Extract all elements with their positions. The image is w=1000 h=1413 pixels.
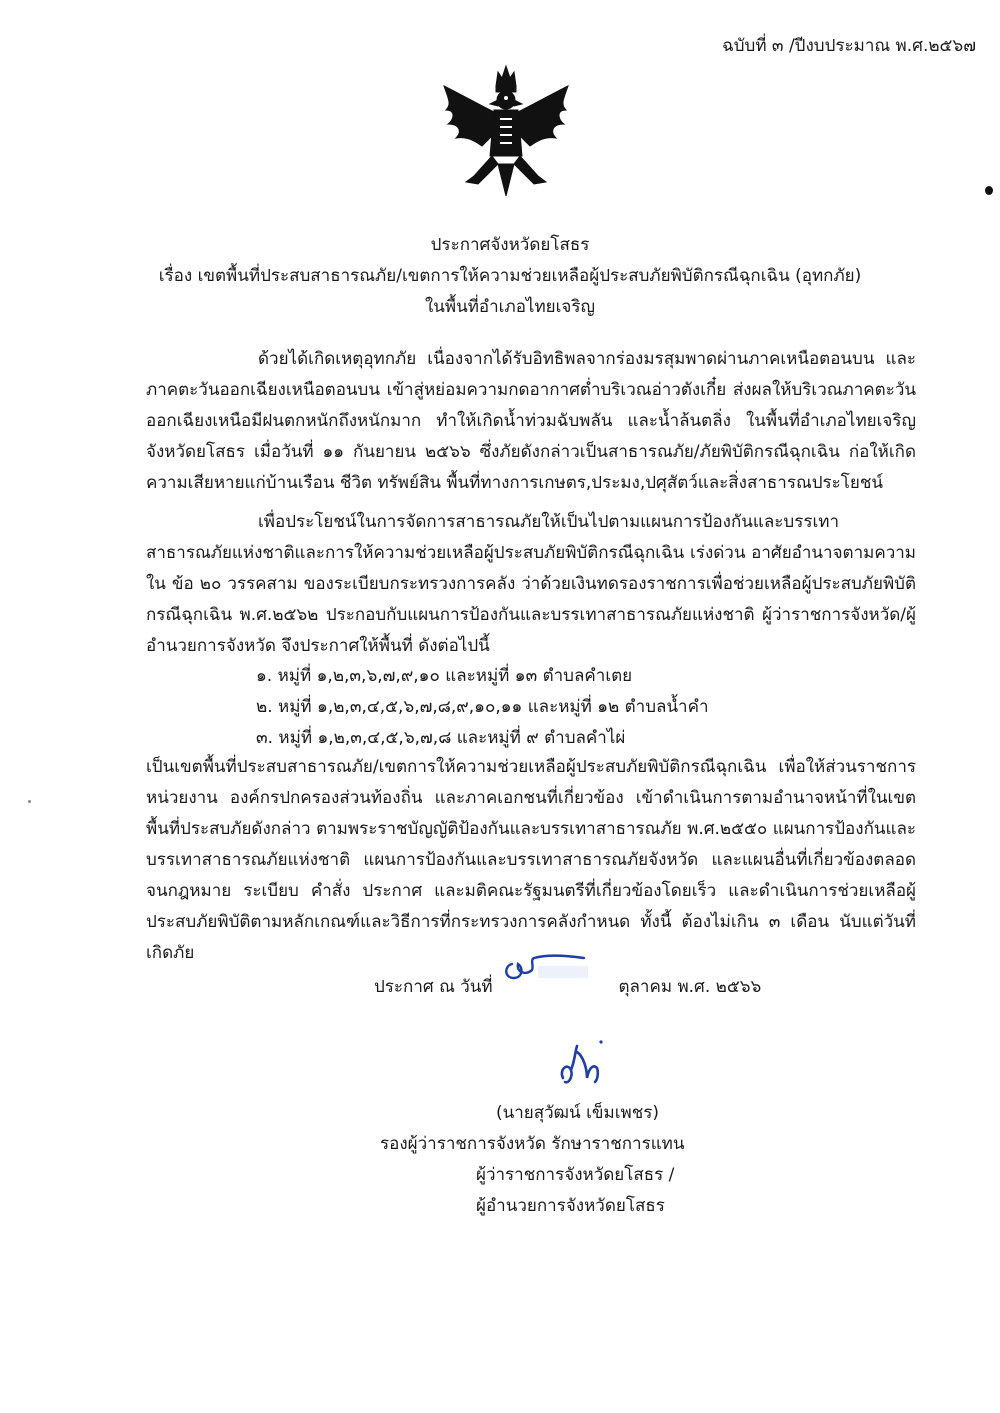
- signer-block: [380, 1098, 780, 1222]
- signer-name: (นายสุวัฒน์ เข็มเพชร): [496, 1103, 660, 1123]
- body-paragraph-2-block: [146, 507, 916, 662]
- announcement-title: [80, 230, 940, 323]
- list-item: ๒. หมู่ที่ ๑,๒,๓,๔,๕,๖,๗,๘,๙,๑๐,๑๑ และหมู่ที่ ๑๒ ตำบลน้ำคำ: [256, 697, 709, 717]
- body-paragraph-1-block: [146, 344, 916, 499]
- title-line-1: ประกาศจังหวัดยโสธร: [430, 235, 590, 255]
- list-item: ๑. หมู่ที่ ๑,๒,๓,๖,๗,๙,๑๐ และหมู่ที่ ๑๓ ตำบลคำเตย: [256, 666, 633, 686]
- title-line-3: ในพื้นที่อำเภอไทยเจริญ: [424, 297, 596, 317]
- date-suffix: ตุลาคม พ.ศ. ๒๕๖๖: [618, 977, 762, 997]
- ink-dot: [985, 186, 993, 195]
- body-paragraph-2: เพื่อประโยชน์ในการจัดการสาธารณภัยให้เป็นไปตามแผนการป้องกันและบรรเทาสาธารณภัยแห่งชาติและการให้ความช่วยเหลือผู้ประสบภัยพิบัติกรณีฉุกเฉิน เร่งด่วน อาศัยอำนาจตามความใน ข้อ ๒๐ วรรคสาม ของระเบียบกระทรวงการคลัง ว่าด้วยเงินทดรองราชการเพื่อช่วยเหลือผู้ประสบภัยพิบัติกรณีฉุกเฉิน พ.ศ.๒๕๖๒ ประกอบกับแผนการป้องกันและบรรเทาสาธารณภัยแห่งชาติ ผู้ว่าราชการจังหวัด/ผู้อำนวยการจังหวัด จึงประกาศให้พื้นที่ ดังต่อไปนี้: [146, 512, 916, 656]
- body-paragraph-3-block: [146, 752, 916, 969]
- garuda-emblem-icon: [438, 64, 574, 200]
- signer-position-2: ผู้ว่าราชการจังหวัดยโสธร /: [476, 1165, 675, 1185]
- affected-area-list: [256, 661, 709, 754]
- date-prefix: ประกาศ ณ วันที่: [374, 977, 493, 997]
- signer-position-1: รองผู้ว่าราชการจังหวัด รักษาราชการแทน: [380, 1134, 685, 1154]
- handwritten-day-icon: [500, 946, 600, 986]
- title-line-2: เรื่อง เขตพื้นที่ประสบสาธารณภัย/เขตการให้ความช่วยเหลือผู้ประสบภัยพิบัติกรณีฉุกเฉิน (อุทกภัย): [158, 266, 862, 286]
- body-paragraph-3: เป็นเขตพื้นที่ประสบสาธารณภัย/เขตการให้ความช่วยเหลือผู้ประสบภัยพิบัติกรณีฉุกเฉิน เพื่อให้ส่วนราชการ หน่วยงาน องค์กรปกครองส่วนท้องถิ่น และภาคเอกชนที่เกี่ยวข้อง เข้าดำเนินการตามอำนาจหน้าที่ในเขตพื้นที่ประสบภัยดังกล่าว ตามพระราชบัญญัติป้องกันและบรรเทาสาธารณภัย พ.ศ.๒๕๕๐ แผนการป้องกันและบรรเทาสาธารณภัยแห่งชาติ แผนการป้องกันและบรรเทาสาธารณภัยจังหวัด และแผนอื่นที่เกี่ยวข้องตลอดจนกฎหมาย ระเบียบ คำสั่ง ประกาศ และมติคณะรัฐมนตรีที่เกี่ยวข้องโดยเร็ว และดำเนินการช่วยเหลือผู้ประสบภัยพิบัติตามหลักเกณฑ์และวิธีการที่กระทรวงการคลังกำหนด ทั้งนี้ ต้องไม่เกิน ๓ เดือน นับแต่วันที่เกิดภัย: [146, 757, 916, 963]
- list-item: ๓. หมู่ที่ ๑,๒,๓,๔,๕,๖,๗,๘ และหมู่ที่ ๙ ตำบลคำไผ่: [256, 728, 626, 748]
- ink-dot: [28, 800, 31, 803]
- signer-position-3: ผู้อำนวยการจังหวัดยโสธร: [476, 1196, 665, 1216]
- body-paragraph-1: ด้วยได้เกิดเหตุอุทกภัย เนื่องจากได้รับอิทธิพลจากร่องมรสุมพาดผ่านภาคเหนือตอนบน และภาคตะวันออกเฉียงเหนือตอนบน เข้าสู่หย่อมความกดอากาศต่ำบริเวณอ่าวตังเกี๋ย ส่งผลให้บริเวณภาคตะวันออกเฉียงเหนือมีฝนตกหนักถึงหนักมาก ทำให้เกิดน้ำท่วมฉับพลัน และน้ำล้นตลิ่ง ในพื้นที่อำเภอไทยเจริญ จังหวัดยโสธร เมื่อวันที่ ๑๑ กันยายน ๒๕๖๖ ซึ่งภัยดังกล่าวเป็นสาธารณภัย/ภัยพิบัติกรณีฉุกเฉิน ก่อให้เกิดความเสียหายแก่บ้านเรือน ชีวิต ทรัพย์สิน พื้นที่ทางการเกษตร,ประมง,ปศุสัตว์และสิ่งสาธารณประโยชน์: [146, 349, 916, 493]
- handwritten-signature-icon: [557, 1038, 607, 1098]
- reference-number: ฉบับที่ ๓ /ปีงบประมาณ พ.ศ.๒๕๖๗: [722, 36, 976, 56]
